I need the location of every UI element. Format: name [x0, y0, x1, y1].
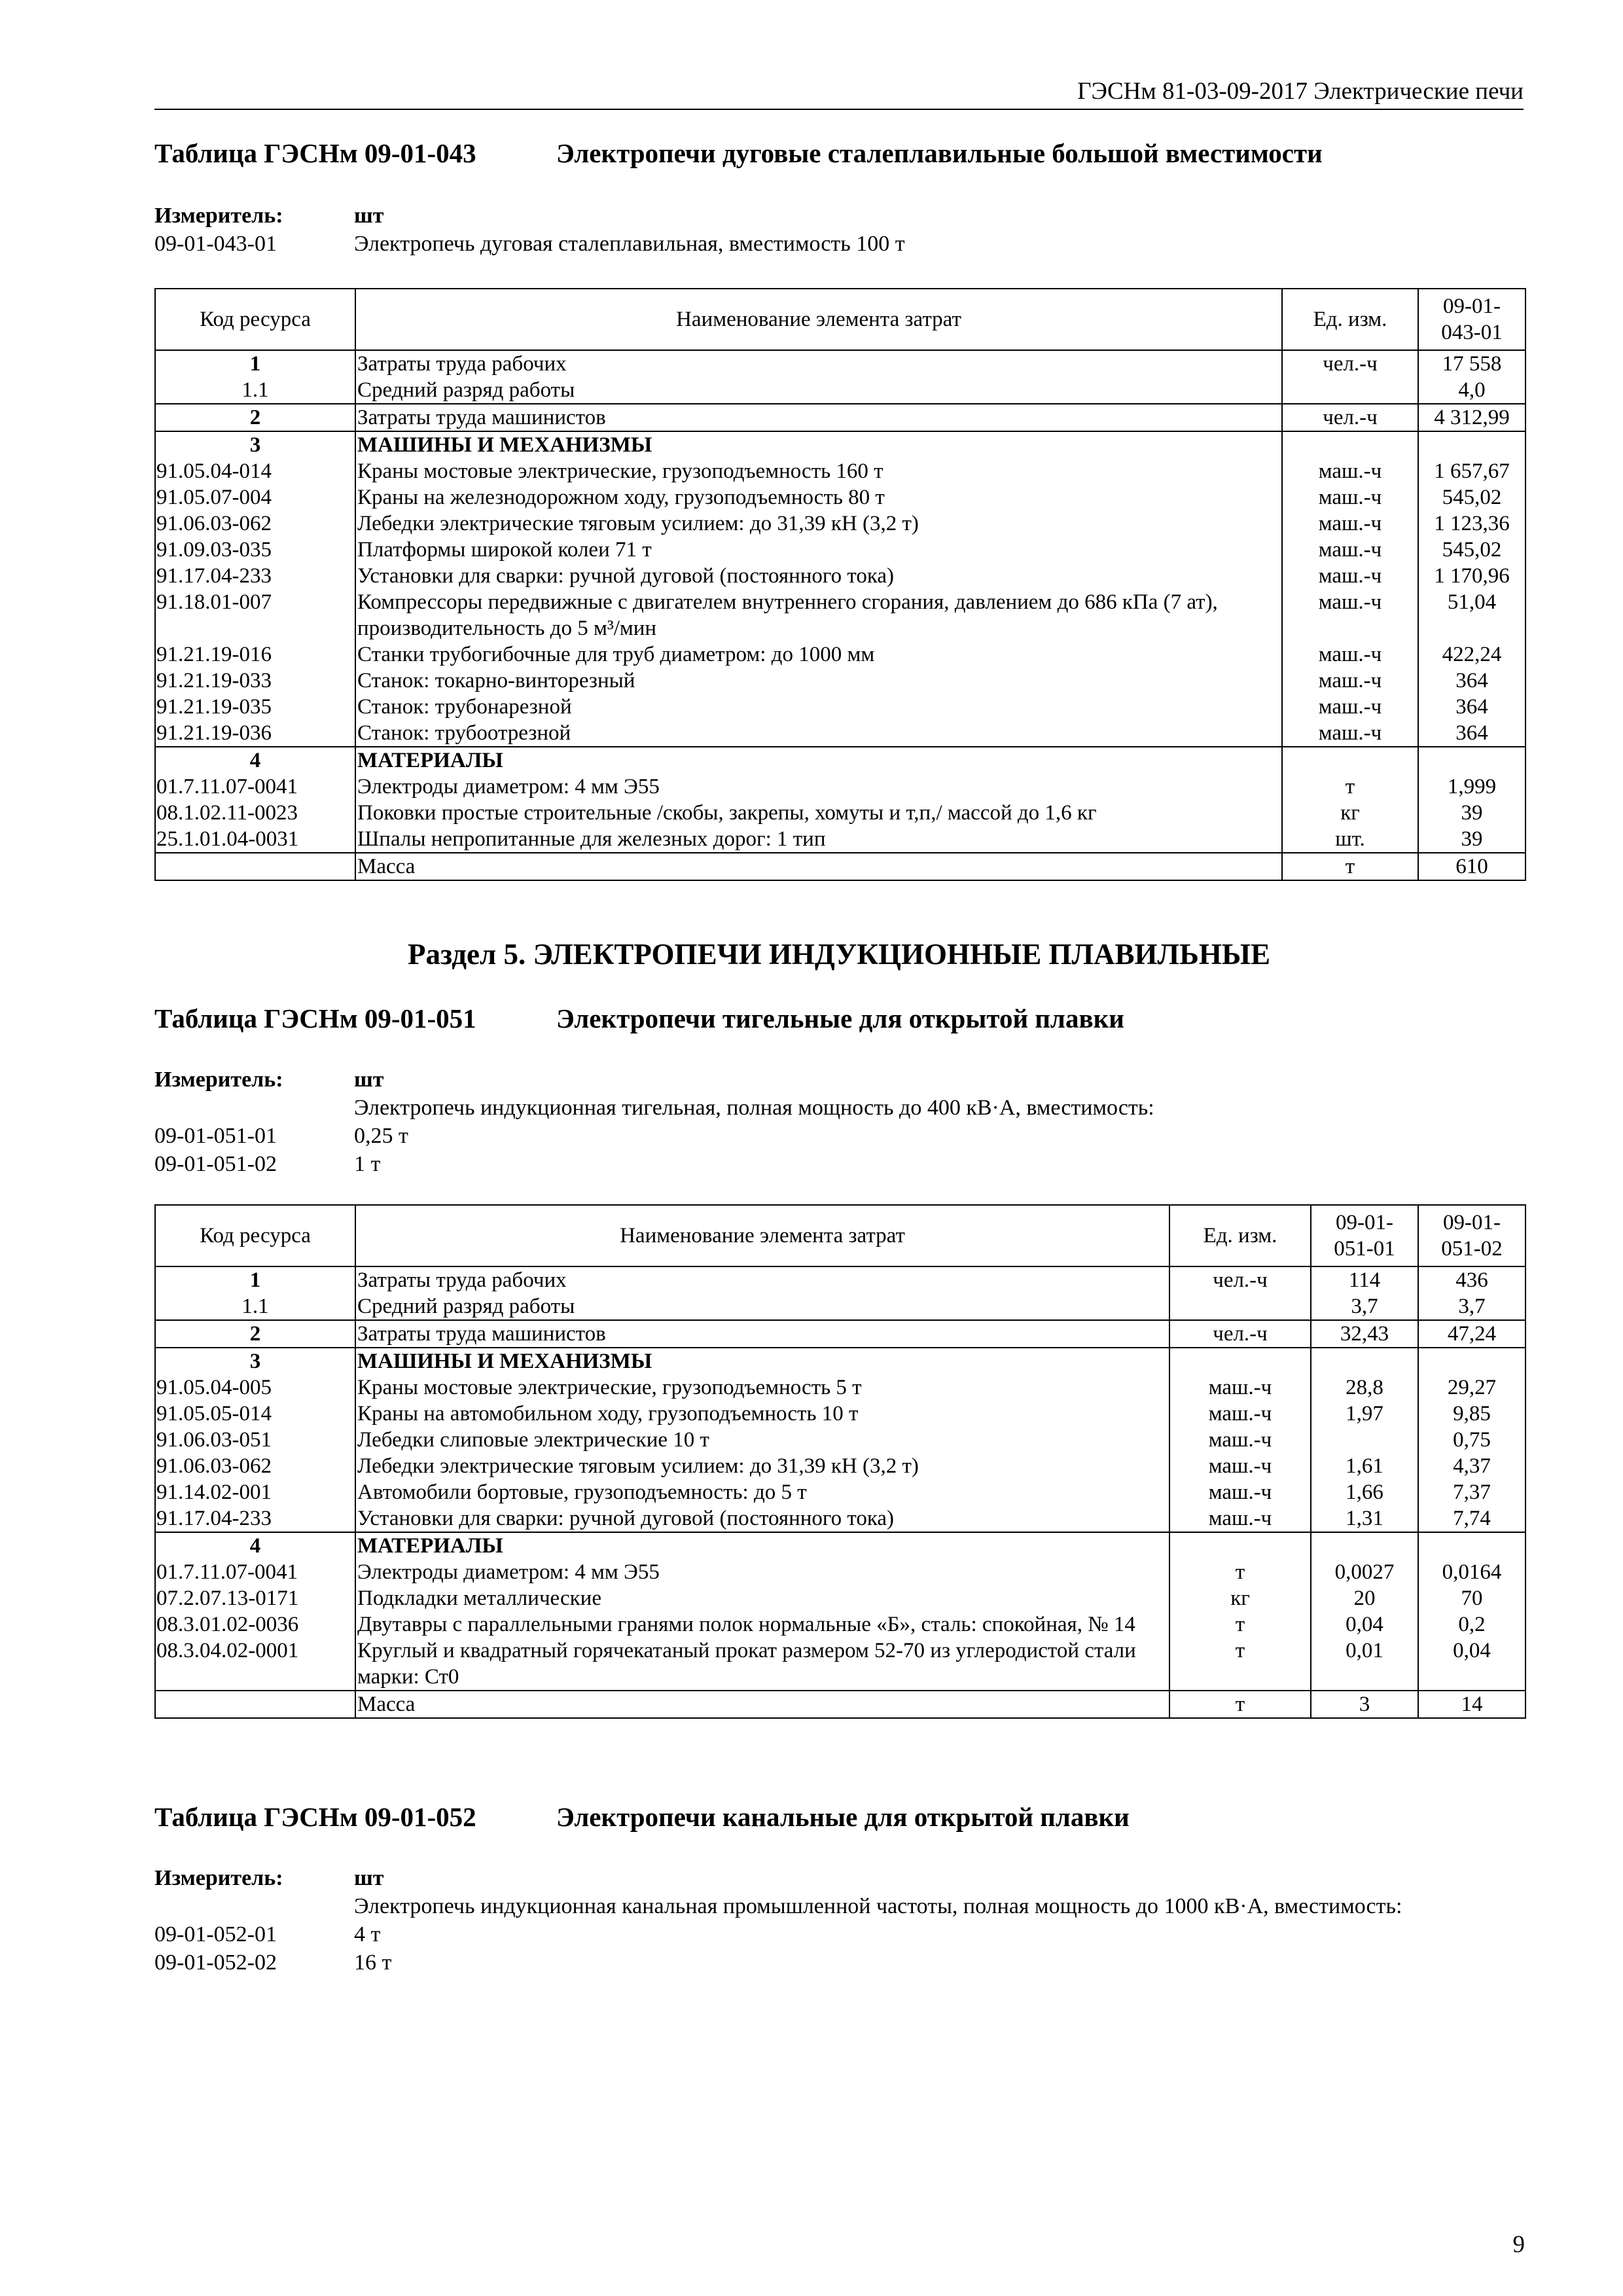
table-row [155, 1453, 1525, 1479]
cell-value-2: 70 [1418, 1585, 1525, 1611]
cell-name: Средний разряд работы [355, 377, 1282, 404]
variant-desc: 0,25 т [354, 1124, 408, 1148]
table-row [155, 668, 1525, 694]
variant-code: 09-01-051-01 [154, 1124, 277, 1148]
cell-code [155, 853, 355, 880]
variant-desc: 1 т [354, 1152, 381, 1176]
cell-code: 2 [155, 404, 355, 431]
table-row [155, 563, 1525, 589]
table-row [155, 350, 1525, 377]
cell-value-2: 436 [1418, 1266, 1525, 1293]
table-051-meter [154, 1066, 1154, 1178]
cell-value-1: 114 [1311, 1266, 1418, 1293]
table-row [155, 1348, 1525, 1374]
cell-value-1: 0,04 [1311, 1611, 1418, 1638]
cell-name: Станки трубогибочные для труб диаметром: до 1000 мм [355, 641, 1282, 668]
cell-unit [1169, 1532, 1311, 1559]
cell-unit: т [1169, 1559, 1311, 1585]
cell-name: Круглый и квадратный горячекатаный прокат размером 52-70 из углеродистой стали марки: Ст0 [355, 1638, 1169, 1691]
variant-desc: 4 т [354, 1922, 381, 1946]
cell-code: 08.1.02.11-0023 [155, 800, 355, 826]
cell-value-1: 1 170,96 [1418, 563, 1525, 589]
table-row [155, 589, 1525, 641]
meter-unit: шт [354, 204, 384, 228]
cell-code: 91.06.03-062 [155, 1453, 355, 1479]
cell-name: Масса [355, 853, 1282, 880]
cell-value-2: 7,74 [1418, 1505, 1525, 1532]
cell-code: 1.1 [155, 1293, 355, 1320]
cell-unit: т [1282, 853, 1418, 880]
table-row [155, 1532, 1525, 1559]
cell-code: 91.17.04-233 [155, 563, 355, 589]
running-head: ГЭСНм 81-03-09-2017 Электрические печи [154, 77, 1524, 110]
cell-name: Краны мостовые электрические, грузоподъемность 160 т [355, 458, 1282, 484]
cell-value-1: 545,02 [1418, 484, 1525, 511]
variant-desc: Электропечь дуговая сталеплавильная, вместимость 100 т [354, 232, 905, 256]
cell-value-1: 39 [1418, 826, 1525, 853]
cell-value-1: 422,24 [1418, 641, 1525, 668]
cell-value-2: 29,27 [1418, 1374, 1525, 1401]
cell-name: Установки для сварки: ручной дуговой (постоянного тока) [355, 1505, 1169, 1532]
cell-unit: маш.-ч [1282, 511, 1418, 537]
cell-name: Масса [355, 1691, 1169, 1718]
variant-code: 09-01-052-01 [154, 1922, 277, 1946]
cell-unit: маш.-ч [1282, 694, 1418, 720]
cell-name: Краны на железнодорожном ходу, грузоподъемность 80 т [355, 484, 1282, 511]
cell-unit: т [1169, 1638, 1311, 1691]
cell-value-1: 28,8 [1311, 1374, 1418, 1401]
table-052-code: Таблица ГЭСНм 09-01-052 [154, 1802, 476, 1832]
table-row [155, 826, 1525, 853]
cell-code: 91.21.19-033 [155, 668, 355, 694]
table-052-title [154, 1801, 1130, 1833]
cell-value-1: 610 [1418, 853, 1525, 880]
cell-name: Лебедки электрические тяговым усилием: до 31,39 кН (3,2 т) [355, 1453, 1169, 1479]
table-row [155, 458, 1525, 484]
cell-code: 91.06.03-051 [155, 1427, 355, 1453]
cell-code: 01.7.11.07-0041 [155, 774, 355, 800]
cell-code: 91.21.19-035 [155, 694, 355, 720]
table-052-name: Электропечи канальные для открытой плавки [556, 1802, 1130, 1832]
cell-value-2: 0,75 [1418, 1427, 1525, 1453]
header-unit: Ед. изм. [1169, 1205, 1311, 1266]
meter-label: Измеритель: [154, 1866, 283, 1890]
cell-unit: маш.-ч [1282, 641, 1418, 668]
cell-value-1: 39 [1418, 800, 1525, 826]
cell-unit: чел.-ч [1169, 1266, 1311, 1293]
cell-name: Установки для сварки: ручной дуговой (постоянного тока) [355, 563, 1282, 589]
table-row [155, 377, 1525, 404]
cell-unit [1169, 1348, 1311, 1374]
table-row [155, 1691, 1525, 1718]
cell-name: Станок: трубонарезной [355, 694, 1282, 720]
table-051-name: Электропечи тигельные для открытой плавки [556, 1003, 1124, 1033]
table-row [155, 774, 1525, 800]
cell-value-1: 364 [1418, 720, 1525, 747]
variant-code: 09-01-052-02 [154, 1950, 277, 1975]
table-row [155, 1293, 1525, 1320]
cell-unit [1282, 431, 1418, 458]
table-row [155, 537, 1525, 563]
cell-code: 2 [155, 1320, 355, 1348]
cell-value-1: 1,999 [1418, 774, 1525, 800]
cell-code: 91.05.07-004 [155, 484, 355, 511]
cell-value-1: 0,01 [1311, 1638, 1418, 1691]
cell-code: 1 [155, 350, 355, 377]
table-043 [154, 288, 1526, 881]
cell-code: 01.7.11.07-0041 [155, 1559, 355, 1585]
cell-value-1: 17 558 [1418, 350, 1525, 377]
variant-desc: 16 т [354, 1950, 392, 1975]
page-number: 9 [1512, 2231, 1525, 2258]
cell-unit: маш.-ч [1282, 484, 1418, 511]
meter-desc: Электропечь индукционная тигельная, полная мощность до 400 кВ·А, вместимость: [354, 1096, 1154, 1120]
meter-desc: Электропечь индукционная канальная промышленной частоты, полная мощность до 1000 кВ·А, вместимость: [354, 1894, 1402, 1918]
variant-code: 09-01-043-01 [154, 232, 277, 256]
cell-unit [1282, 747, 1418, 774]
cell-value-1: 4 312,99 [1418, 404, 1525, 431]
cell-name: Шпалы непропитанные для железных дорог: 1 тип [355, 826, 1282, 853]
cell-code: 91.21.19-016 [155, 641, 355, 668]
cell-unit: маш.-ч [1169, 1374, 1311, 1401]
cell-name: Затраты труда рабочих [355, 350, 1282, 377]
cell-value-1: 3,7 [1311, 1293, 1418, 1320]
cell-name: Электроды диаметром: 4 мм Э55 [355, 1559, 1169, 1585]
cell-code: 91.09.03-035 [155, 537, 355, 563]
section-title: Раздел 5. ЭЛЕКТРОПЕЧИ ИНДУКЦИОННЫЕ ПЛАВИЛЬНЫЕ [407, 938, 1271, 971]
header-name: Наименование элемента затрат [355, 1205, 1169, 1266]
table-row [155, 1638, 1525, 1691]
cell-code: 4 [155, 747, 355, 774]
table-row [155, 720, 1525, 747]
table-row [155, 431, 1525, 458]
cell-unit: чел.-ч [1282, 404, 1418, 431]
cell-value-1 [1418, 747, 1525, 774]
table-row [155, 853, 1525, 880]
header-col-2: 09-01- 051-02 [1418, 1205, 1525, 1266]
cell-code: 91.18.01-007 [155, 589, 355, 641]
cell-name: Станок: трубоотрезной [355, 720, 1282, 747]
cell-unit [1282, 377, 1418, 404]
table-row [155, 1401, 1525, 1427]
table-051 [154, 1204, 1526, 1719]
cell-value-2: 0,0164 [1418, 1559, 1525, 1585]
cell-name: Краны мостовые электрические, грузоподъемность 5 т [355, 1374, 1169, 1401]
cell-code: 3 [155, 431, 355, 458]
cell-unit [1169, 1293, 1311, 1320]
table-row [155, 747, 1525, 774]
cell-value-1: 3 [1311, 1691, 1418, 1718]
cell-code: 91.06.03-062 [155, 511, 355, 537]
table-row [155, 484, 1525, 511]
cell-code: 91.17.04-233 [155, 1505, 355, 1532]
cell-name: Краны на автомобильном ходу, грузоподъемность 10 т [355, 1401, 1169, 1427]
table-043-code: Таблица ГЭСНм 09-01-043 [154, 138, 476, 168]
table-row [155, 1559, 1525, 1585]
meter-label: Измеритель: [154, 204, 283, 228]
cell-value-1: 545,02 [1418, 537, 1525, 563]
cell-code: 91.05.04-005 [155, 1374, 355, 1401]
cell-code: 3 [155, 1348, 355, 1374]
cell-value-1: 4,0 [1418, 377, 1525, 404]
header-col-1: 09-01- 051-01 [1311, 1205, 1418, 1266]
cell-code: 1.1 [155, 377, 355, 404]
cell-name: МАТЕРИАЛЫ [355, 1532, 1169, 1559]
cell-unit: маш.-ч [1169, 1505, 1311, 1532]
cell-name: МАТЕРИАЛЫ [355, 747, 1282, 774]
cell-value-1: 32,43 [1311, 1320, 1418, 1348]
table-052-meter [154, 1864, 1402, 1977]
table-row [155, 404, 1525, 431]
cell-code: 4 [155, 1532, 355, 1559]
cell-value-1 [1311, 1427, 1418, 1453]
cell-unit: маш.-ч [1169, 1401, 1311, 1427]
cell-value-1 [1311, 1348, 1418, 1374]
cell-name: Лебедки слиповые электрические 10 т [355, 1427, 1169, 1453]
cell-unit: кг [1282, 800, 1418, 826]
cell-unit: маш.-ч [1282, 563, 1418, 589]
cell-name: Автомобили бортовые, грузоподъемность: до 5 т [355, 1479, 1169, 1505]
table-row [155, 1479, 1525, 1505]
cell-code: 25.1.01.04-0031 [155, 826, 355, 853]
cell-code: 07.2.07.13-0171 [155, 1585, 355, 1611]
table-row [155, 641, 1525, 668]
cell-name: Затраты труда машинистов [355, 1320, 1169, 1348]
meter-unit: шт [354, 1866, 384, 1890]
cell-value-1 [1311, 1532, 1418, 1559]
cell-value-1: 1,97 [1311, 1401, 1418, 1427]
cell-name: Затраты труда машинистов [355, 404, 1282, 431]
cell-unit: чел.-ч [1282, 350, 1418, 377]
cell-value-1: 1 123,36 [1418, 511, 1525, 537]
cell-value-1: 1 657,67 [1418, 458, 1525, 484]
cell-value-1: 51,04 [1418, 589, 1525, 641]
cell-value-2: 9,85 [1418, 1401, 1525, 1427]
cell-unit: маш.-ч [1282, 458, 1418, 484]
table-row [155, 800, 1525, 826]
table-043-title [154, 137, 1323, 169]
cell-unit: шт. [1282, 826, 1418, 853]
cell-name: Двутавры с параллельными гранями полок нормальные «Б», сталь: спокойная, № 14 [355, 1611, 1169, 1638]
cell-unit: маш.-ч [1169, 1479, 1311, 1505]
table-row [155, 1266, 1525, 1293]
cell-unit: чел.-ч [1169, 1320, 1311, 1348]
meter-label: Измеритель: [154, 1067, 283, 1092]
variant-code: 09-01-051-02 [154, 1152, 277, 1176]
cell-value-2 [1418, 1532, 1525, 1559]
table-row [155, 1374, 1525, 1401]
table-row [155, 1611, 1525, 1638]
cell-name: Компрессоры передвижные с двигателем внутреннего сгорания, давлением до 686 кПа (7 ат), производительность до 5 м³/мин [355, 589, 1282, 641]
cell-value-2: 47,24 [1418, 1320, 1525, 1348]
table-043-meter [154, 202, 905, 258]
cell-value-2: 14 [1418, 1691, 1525, 1718]
cell-value-2: 0,04 [1418, 1638, 1525, 1691]
cell-value-1: 364 [1418, 668, 1525, 694]
cell-value-1: 1,31 [1311, 1505, 1418, 1532]
cell-code: 1 [155, 1266, 355, 1293]
table-row [155, 1427, 1525, 1453]
table-043-name: Электропечи дуговые сталеплавильные большой вместимости [556, 138, 1323, 168]
cell-value-1: 20 [1311, 1585, 1418, 1611]
header-code: Код ресурса [155, 289, 355, 350]
cell-name: Поковки простые строительные /скобы, закрепы, хомуты и т,п,/ массой до 1,6 кг [355, 800, 1282, 826]
cell-value-1: 364 [1418, 694, 1525, 720]
cell-value-1: 1,66 [1311, 1479, 1418, 1505]
cell-code: 91.21.19-036 [155, 720, 355, 747]
cell-value-2: 4,37 [1418, 1453, 1525, 1479]
cell-unit: маш.-ч [1169, 1427, 1311, 1453]
cell-unit: т [1169, 1611, 1311, 1638]
header-col-1: 09-01- 043-01 [1418, 289, 1525, 350]
table-row [155, 694, 1525, 720]
cell-name: Платформы широкой колеи 71 т [355, 537, 1282, 563]
cell-value-2: 0,2 [1418, 1611, 1525, 1638]
cell-unit: кг [1169, 1585, 1311, 1611]
cell-unit: т [1169, 1691, 1311, 1718]
cell-code [155, 1691, 355, 1718]
cell-code: 08.3.01.02-0036 [155, 1611, 355, 1638]
cell-code: 91.14.02-001 [155, 1479, 355, 1505]
cell-unit: маш.-ч [1282, 589, 1418, 641]
cell-name: Подкладки металлические [355, 1585, 1169, 1611]
cell-code: 91.05.04-014 [155, 458, 355, 484]
cell-name: Электроды диаметром: 4 мм Э55 [355, 774, 1282, 800]
cell-value-1 [1418, 431, 1525, 458]
header-unit: Ед. изм. [1282, 289, 1418, 350]
meter-unit: шт [354, 1067, 384, 1092]
table-row [155, 511, 1525, 537]
cell-name: Средний разряд работы [355, 1293, 1169, 1320]
cell-value-2: 7,37 [1418, 1479, 1525, 1505]
table-051-title [154, 1003, 1124, 1034]
cell-value-1: 0,0027 [1311, 1559, 1418, 1585]
cell-code: 91.05.05-014 [155, 1401, 355, 1427]
cell-name: Лебедки электрические тяговым усилием: до 31,39 кН (3,2 т) [355, 511, 1282, 537]
table-row [155, 1585, 1525, 1611]
table-row [155, 1505, 1525, 1532]
header-code: Код ресурса [155, 1205, 355, 1266]
cell-name: Станок: токарно-винторезный [355, 668, 1282, 694]
table-051-code: Таблица ГЭСНм 09-01-051 [154, 1003, 476, 1033]
table-row [155, 1320, 1525, 1348]
cell-code: 08.3.04.02-0001 [155, 1638, 355, 1691]
cell-value-1: 1,61 [1311, 1453, 1418, 1479]
cell-unit: маш.-ч [1282, 668, 1418, 694]
cell-value-2 [1418, 1348, 1525, 1374]
cell-unit: маш.-ч [1169, 1453, 1311, 1479]
cell-name: МАШИНЫ И МЕХАНИЗМЫ [355, 431, 1282, 458]
header-name: Наименование элемента затрат [355, 289, 1282, 350]
cell-unit: маш.-ч [1282, 537, 1418, 563]
cell-value-2: 3,7 [1418, 1293, 1525, 1320]
cell-name: Затраты труда рабочих [355, 1266, 1169, 1293]
cell-unit: маш.-ч [1282, 720, 1418, 747]
cell-unit: т [1282, 774, 1418, 800]
cell-name: МАШИНЫ И МЕХАНИЗМЫ [355, 1348, 1169, 1374]
